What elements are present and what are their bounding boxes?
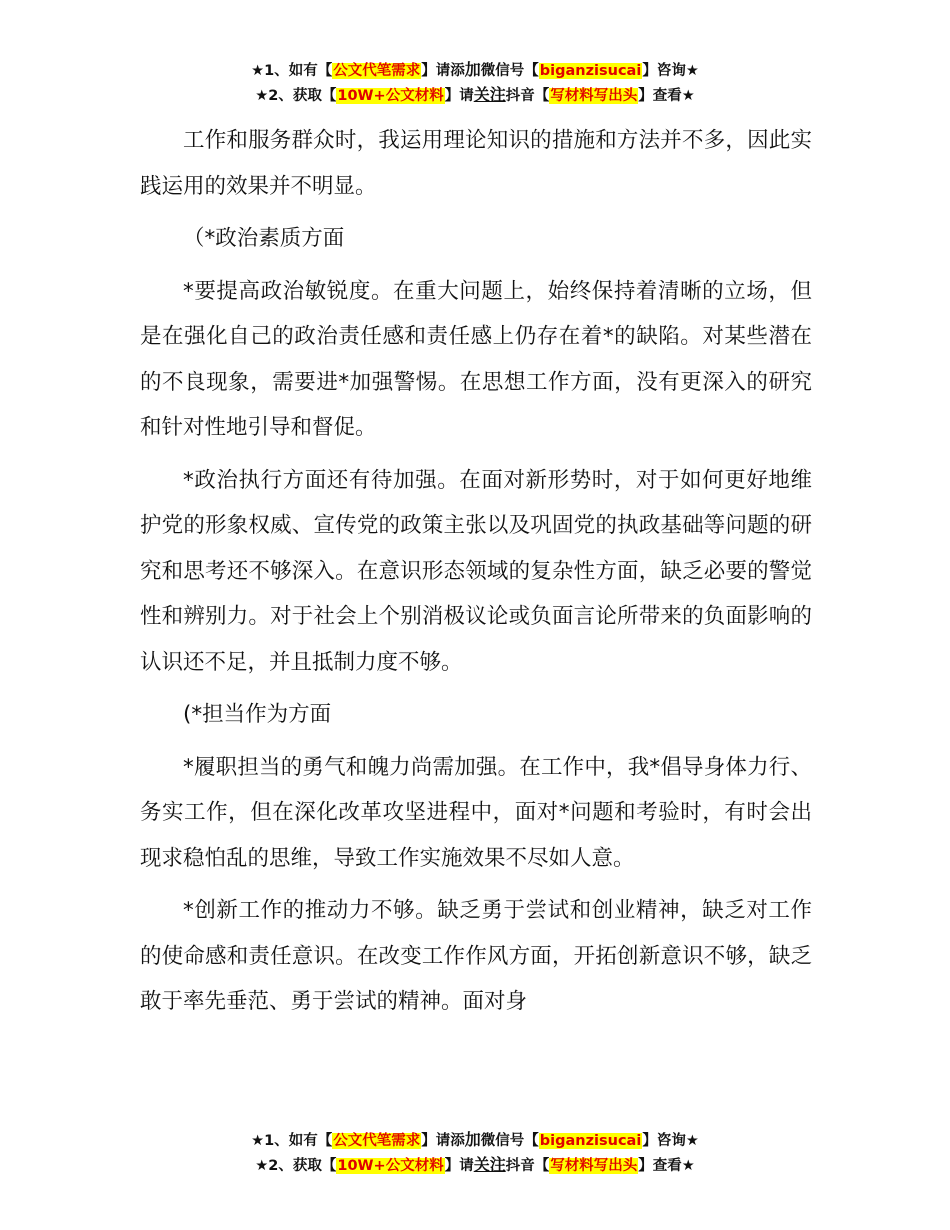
paragraph: 工作和服务群众时，我运用理论知识的措施和方法并不多，因此实践运用的效果并不明显。	[140, 128, 812, 199]
highlight-wechat-id: biganzisucai	[539, 1133, 642, 1149]
header-banner	[0, 58, 950, 108]
highlight-wechat-id: biganzisucai	[539, 63, 642, 79]
highlight-douyin-account: 写材料写出头	[550, 1158, 638, 1174]
highlight-materials: 10W+公文材料	[337, 1158, 444, 1174]
footer-banner	[0, 1128, 950, 1178]
banner-text: ★1、如有【	[251, 1133, 333, 1149]
banner-text: ★2、获取【	[255, 1158, 337, 1174]
banner-text: 】查看★	[638, 1158, 695, 1174]
banner-text: 】请	[444, 88, 474, 104]
highlight-materials: 10W+公文材料	[337, 88, 444, 104]
paragraph: *创新工作的推动力不够。缺乏勇于尝试和创业精神，缺乏对工作的使命感和责任意识。在改变工作作风方面，开拓创新意识不够，缺乏敢于率先垂范、勇于尝试的精神。面对身	[140, 898, 812, 1014]
banner-text: 】请添	[421, 1133, 465, 1149]
banner-text: 微信号【	[480, 63, 539, 79]
banner-text: 】咨询★	[642, 1133, 699, 1149]
highlight-service: 公文代笔需求	[333, 1133, 421, 1149]
banner-line-2	[0, 1153, 950, 1178]
section-heading-political-quality: （*政治素质方面	[183, 226, 345, 251]
banner-line-1	[0, 1128, 950, 1153]
paragraph: *政治执行方面还有待加强。在面对新形势时，对于如何更好地维护党的形象权威、宣传党的政策主张以及巩固党的执政基础等问题的研究和思考还不够深入。在意识形态领域的复杂性方面，缺乏必要的警觉性和辨别力。对于社会上个别消极议论或负面言论所带来的负面影响的认识还不足，并且抵制力度不够。	[140, 467, 812, 675]
document-body	[140, 118, 812, 1032]
banner-text: ★1、如有【	[251, 63, 333, 79]
banner-text: 】咨询★	[642, 63, 699, 79]
paragraph: *要提高政治敏锐度。在重大问题上，始终保持着清晰的立场，但是在强化自己的政治责任感和责任感上仍存在着*的缺陷。对某些潜在的不良现象，需要进*加强警惕。在思想工作方面，没有更深入的研究和针对性地引导和督促。	[140, 278, 812, 440]
section-heading-responsibility: (*担当作为方面	[183, 702, 332, 727]
banner-text-underlined: 关注	[473, 85, 506, 104]
banner-text: 】查看★	[638, 88, 695, 104]
banner-line-1	[0, 58, 950, 83]
highlight-service: 公文代笔需求	[333, 63, 421, 79]
banner-text-emphasis: 加	[464, 60, 481, 79]
banner-line-2	[0, 83, 950, 108]
banner-text: ★2、获取【	[255, 88, 337, 104]
banner-text: 抖音【	[505, 1158, 550, 1174]
banner-text-emphasis: 加	[464, 1130, 481, 1149]
banner-text: 】请	[444, 1158, 474, 1174]
banner-text: 微信号【	[480, 1133, 539, 1149]
highlight-douyin-account: 写材料写出头	[550, 88, 638, 104]
banner-text-underlined: 关注	[473, 1155, 506, 1174]
banner-text: 抖音【	[505, 88, 550, 104]
paragraph: *履职担当的勇气和魄力尚需加强。在工作中，我*倡导身体力行、务实工作，但在深化改革攻坚进程中，面对*问题和考验时，有时会出现求稳怕乱的思维，导致工作实施效果不尽如人意。	[140, 754, 812, 871]
banner-text: 】请添	[421, 63, 465, 79]
